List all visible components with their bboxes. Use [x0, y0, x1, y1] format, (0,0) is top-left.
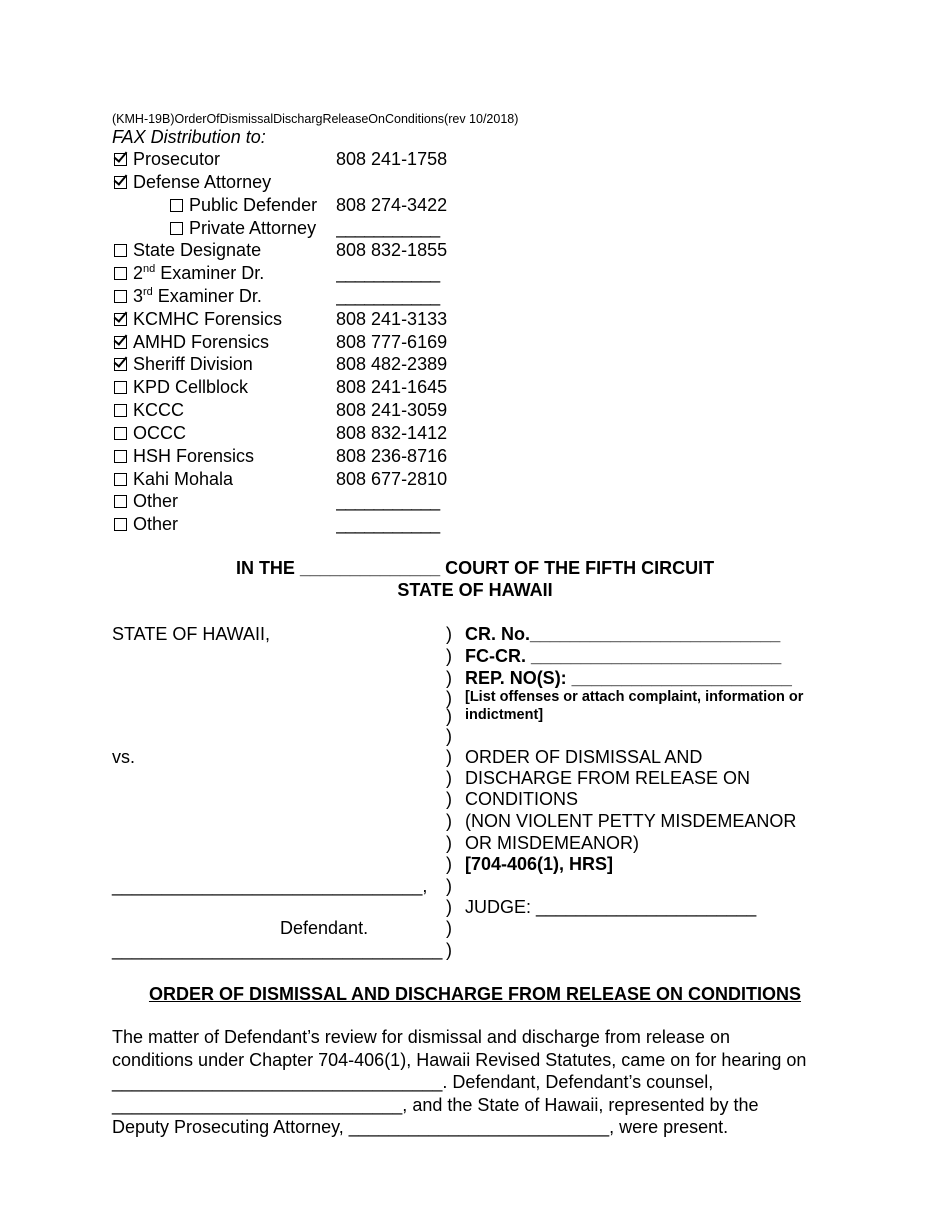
- phone-other-2: ___________: [336, 514, 440, 534]
- distribution-item-hsh-forensics[interactable]: HSH Forensics: [114, 446, 254, 467]
- caption-paren: ): [446, 668, 452, 688]
- caption-paren: ): [446, 897, 452, 917]
- checkbox-icon[interactable]: [114, 518, 127, 531]
- checkbox-icon[interactable]: [170, 222, 183, 235]
- phone-amhd-forensics: 808 777-6169: [336, 332, 448, 352]
- order-title-line5: OR MISDEMEANOR): [465, 833, 640, 853]
- defendant-label: Defendant.: [280, 918, 369, 938]
- phone-hsh-forensics: 808 236-8716: [336, 446, 448, 466]
- distribution-item-public-defender[interactable]: Public Defender: [170, 195, 317, 216]
- order-heading: ORDER OF DISMISSAL AND DISCHARGE FROM RELEASE ON CONDITIONS: [148, 984, 802, 1004]
- phone-public-defender: 808 274-3422: [336, 195, 448, 215]
- caption-paren: ): [446, 646, 452, 666]
- checkbox-icon[interactable]: [114, 473, 127, 486]
- phone-private-attorney: ___________: [336, 218, 440, 238]
- distribution-item-2nd-examiner[interactable]: 2nd Examiner Dr.: [114, 263, 264, 284]
- phone-2nd-examiner: ___________: [336, 263, 440, 283]
- court-heading-line2: STATE OF HAWAII: [397, 580, 553, 600]
- caption-paren: ): [446, 747, 452, 767]
- checkbox-icon[interactable]: [114, 427, 127, 440]
- body-line: _________________________________. Defendant, Defendant’s counsel,: [112, 1072, 714, 1092]
- form-id: (KMH-19B)OrderOfDismissalDischargReleaseOnConditions(rev 10/2018): [112, 112, 519, 126]
- checkbox-icon[interactable]: [114, 381, 127, 394]
- defendant-name-line: _______________________________,: [112, 876, 428, 896]
- checkbox-checked-icon[interactable]: [114, 176, 127, 189]
- checkbox-icon[interactable]: [114, 450, 127, 463]
- cr-number-field: CR. No._________________________: [465, 624, 781, 644]
- distribution-item-other-2[interactable]: Other: [114, 514, 178, 535]
- body-line: _____________________________, and the State of Hawaii, represented by the: [112, 1094, 759, 1115]
- checkbox-checked-icon[interactable]: [114, 358, 127, 371]
- phone-kpd-cellblock: 808 241-1645: [336, 377, 448, 397]
- caption-bottom-line: _________________________________: [112, 940, 443, 960]
- body-paragraph: [112, 1026, 806, 1139]
- distribution-item-prosecutor[interactable]: Prosecutor: [114, 149, 220, 170]
- report-number-field: REP. NO(S): ______________________: [465, 668, 792, 688]
- distribution-item-other-1[interactable]: Other: [114, 491, 178, 512]
- phone-state-designate: 808 832-1855: [336, 240, 448, 260]
- fc-cr-field: FC-CR. _________________________: [465, 646, 782, 666]
- order-title-line1: ORDER OF DISMISSAL AND: [465, 747, 703, 767]
- caption-paren: ): [446, 726, 452, 746]
- phone-occc: 808 832-1412: [336, 423, 448, 443]
- caption-paren: ): [446, 940, 452, 960]
- distribution-item-occc[interactable]: OCCC: [114, 423, 186, 444]
- caption-paren: ): [446, 811, 452, 831]
- judge-field: JUDGE: ______________________: [465, 897, 757, 917]
- court-heading-line1: IN THE ______________ COURT OF THE FIFTH CIRCUIT: [235, 558, 715, 578]
- phone-prosecutor: 808 241-1758: [336, 149, 448, 169]
- list-offenses-note-1: [List offenses or attach complaint, information or: [465, 689, 804, 705]
- distribution-item-defense-attorney[interactable]: Defense Attorney: [114, 172, 271, 193]
- caption-paren: ): [446, 876, 452, 896]
- order-title-line2: DISCHARGE FROM RELEASE ON: [465, 768, 751, 788]
- fax-heading: FAX Distribution to:: [112, 127, 266, 147]
- list-offenses-note-2: indictment]: [465, 707, 544, 723]
- checkbox-icon[interactable]: [114, 404, 127, 417]
- checkbox-checked-icon[interactable]: [114, 336, 127, 349]
- caption-paren: ): [446, 854, 452, 874]
- distribution-item-sheriff-division[interactable]: Sheriff Division: [114, 354, 253, 375]
- caption-paren: ): [446, 768, 452, 788]
- phone-kahi-mohala: 808 677-2810: [336, 469, 448, 489]
- caption-paren: ): [446, 833, 452, 853]
- order-title-line3: CONDITIONS: [465, 789, 579, 809]
- body-line: conditions under Chapter 704-406(1), Hawaii Revised Statutes, came on for hearing on: [112, 1049, 807, 1070]
- checkbox-icon[interactable]: [114, 290, 127, 303]
- phone-3rd-examiner: ___________: [336, 286, 440, 306]
- caption-paren: ): [446, 918, 452, 938]
- caption-paren: ): [446, 688, 452, 708]
- distribution-item-state-designate[interactable]: State Designate: [114, 240, 261, 261]
- checkbox-icon[interactable]: [114, 495, 127, 508]
- distribution-item-kahi-mohala[interactable]: Kahi Mohala: [114, 469, 233, 490]
- caption-paren: ): [446, 706, 452, 726]
- phone-kcmhc-forensics: 808 241-3133: [336, 309, 448, 329]
- distribution-item-kcmhc-forensics[interactable]: KCMHC Forensics: [114, 309, 282, 330]
- caption-paren: ): [446, 789, 452, 809]
- plaintiff-name: STATE OF HAWAII,: [112, 624, 271, 644]
- caption-paren: ): [446, 624, 452, 644]
- phone-kccc: 808 241-3059: [336, 400, 448, 420]
- phone-sheriff-division: 808 482-2389: [336, 354, 448, 374]
- versus-label: vs.: [112, 747, 136, 767]
- checkbox-icon[interactable]: [114, 267, 127, 280]
- distribution-item-kpd-cellblock[interactable]: KPD Cellblock: [114, 377, 248, 398]
- checkbox-icon[interactable]: [114, 244, 127, 257]
- checkbox-checked-icon[interactable]: [114, 313, 127, 326]
- checkbox-icon[interactable]: [170, 199, 183, 212]
- distribution-item-private-attorney[interactable]: Private Attorney: [170, 218, 316, 239]
- order-title-line4: (NON VIOLENT PETTY MISDEMEANOR: [465, 811, 797, 831]
- phone-other-1: ___________: [336, 491, 440, 511]
- distribution-item-amhd-forensics[interactable]: AMHD Forensics: [114, 332, 269, 353]
- body-line: The matter of Defendant’s review for dismissal and discharge from release on: [112, 1027, 730, 1047]
- checkbox-checked-icon[interactable]: [114, 153, 127, 166]
- distribution-item-3rd-examiner[interactable]: 3rd Examiner Dr.: [114, 286, 262, 307]
- statute-reference: [704-406(1), HRS]: [465, 854, 614, 874]
- body-line: Deputy Prosecuting Attorney, __________________________, were present.: [112, 1117, 729, 1137]
- distribution-item-kccc[interactable]: KCCC: [114, 400, 184, 421]
